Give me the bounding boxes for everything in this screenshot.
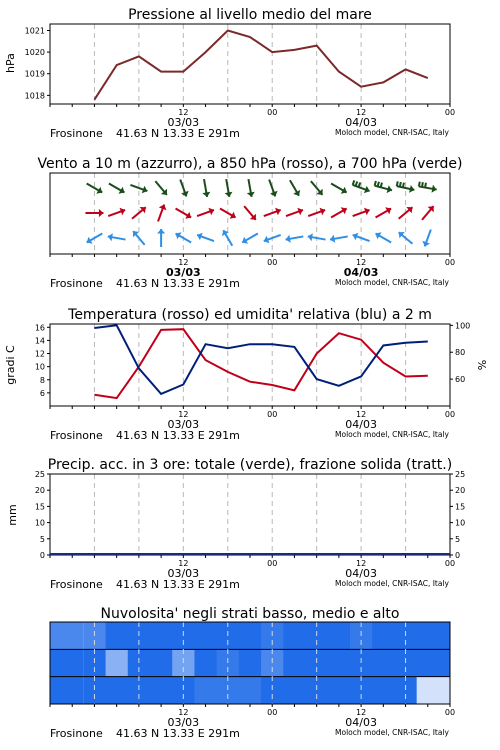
y-tick-label: 15 xyxy=(34,502,45,512)
wind-barb-green xyxy=(419,182,437,193)
hour-tick-label: 12 xyxy=(178,559,189,568)
barb-feather xyxy=(400,182,401,187)
model-credit: Moloch model, CNR-ISAC, Italy xyxy=(335,728,449,737)
cloud-cell-alto xyxy=(106,622,129,649)
wind-barb-lightblue xyxy=(87,234,103,244)
wind-barb-red xyxy=(399,207,413,219)
barb-feather xyxy=(425,183,426,188)
wind-barb-red xyxy=(108,208,125,216)
date-label: 04/03 xyxy=(345,418,377,431)
hour-tick-label: 12 xyxy=(178,258,189,267)
cloud-cell-alto xyxy=(417,622,440,649)
cloud-cell-alto xyxy=(150,622,173,649)
wind-panel xyxy=(37,156,462,290)
wind-barb-green xyxy=(247,179,255,197)
wind-barb-lightblue xyxy=(222,230,232,246)
hour-tick-label: 12 xyxy=(356,108,367,117)
wind-barb-green xyxy=(269,180,277,197)
hour-tick-label: 00 xyxy=(444,559,456,568)
y-tick-label-right: 5 xyxy=(455,534,461,544)
y-tick-label-right: 20 xyxy=(455,486,466,496)
cloud-cell-edge xyxy=(439,649,450,676)
barb-feather xyxy=(378,182,379,187)
barb-feather xyxy=(356,181,358,186)
y-tick-label: 1020 xyxy=(24,48,45,58)
cloud-panel xyxy=(50,606,455,740)
barb-head xyxy=(99,209,104,217)
y-tick-label-right: 60 xyxy=(455,375,466,385)
precip-ylabel: mm xyxy=(6,504,19,526)
hour-tick-label: 12 xyxy=(356,559,367,568)
station-name: Frosinone xyxy=(50,578,103,591)
date-label: 04/03 xyxy=(345,116,377,129)
wind-barb-green xyxy=(155,181,167,195)
station-coords: 41.63 N 13.33 E 291m xyxy=(116,127,240,140)
y-tick-label: 0 xyxy=(39,551,45,560)
wind-barb-green xyxy=(225,179,233,197)
date-label: 04/03 xyxy=(343,266,379,279)
y-tick-label-right: 0 xyxy=(455,551,461,560)
hour-tick-label: 00 xyxy=(267,708,278,717)
barb-head xyxy=(330,235,335,243)
cloud-cell-medio xyxy=(106,649,129,676)
humidity-ylabel: % xyxy=(476,359,489,371)
precip-bar xyxy=(416,553,440,554)
hour-tick-label: 00 xyxy=(444,410,456,419)
cloud-cell-medio xyxy=(194,649,217,676)
wind-barb-red xyxy=(132,207,146,219)
cloud-cell-medio xyxy=(239,649,262,676)
y-tick-label: 10 xyxy=(34,362,45,372)
y-tick-label: 14 xyxy=(34,336,45,346)
wind-barb-green xyxy=(109,184,125,194)
wind-title: Vento a 10 m (azzurro), a 850 hPa (rosso), a 700 hPa (verde) xyxy=(37,156,463,172)
y-tick-label-right: 100 xyxy=(455,321,471,331)
cloud-cell-medio xyxy=(328,649,351,676)
wind-barb-lightblue xyxy=(197,233,214,241)
cloud-cell-medio xyxy=(150,649,173,676)
hour-tick-label: 00 xyxy=(444,708,456,717)
date-label: 03/03 xyxy=(167,418,200,431)
station-name: Frosinone xyxy=(50,277,103,290)
wind-barb-lightblue xyxy=(108,233,126,241)
cloud-cell-edge xyxy=(50,677,83,704)
station-name: Frosinone xyxy=(50,127,103,140)
barb-feather xyxy=(359,183,361,188)
pressure-line xyxy=(94,31,427,100)
plot-frame xyxy=(50,474,450,555)
wind-barb-lightblue xyxy=(286,235,304,243)
model-credit: Moloch model, CNR-ISAC, Italy xyxy=(335,430,449,439)
cloud-cell-basso xyxy=(372,677,395,704)
y-tick-label: 20 xyxy=(34,486,45,496)
y-tick-label: 6 xyxy=(39,388,45,398)
cloud-title: Nuvolosita' negli strati basso, medio e alto xyxy=(100,606,400,622)
hour-tick-label: 00 xyxy=(444,258,456,267)
y-tick-label: 12 xyxy=(34,349,45,359)
y-tick-label: 1018 xyxy=(24,91,45,101)
wind-barb-green xyxy=(331,184,347,194)
station-coords: 41.63 N 13.33 E 291m xyxy=(116,277,240,290)
wind-barb-red xyxy=(158,205,166,222)
y-tick-label: 1021 xyxy=(24,26,45,36)
temperature-line xyxy=(94,329,427,398)
barb-feather xyxy=(419,182,420,187)
station-coords: 41.63 N 13.33 E 291m xyxy=(116,578,240,591)
barb-head xyxy=(157,229,165,234)
hour-tick-label: 00 xyxy=(267,559,278,568)
hour-tick-label: 12 xyxy=(356,258,367,267)
temperature-ylabel: gradi C xyxy=(4,345,17,385)
y-tick-label-right: 15 xyxy=(455,502,466,512)
date-label: 04/03 xyxy=(345,716,377,729)
precip-title: Precip. acc. in 3 ore: totale (verde), frazione solida (tratt.) xyxy=(47,457,453,473)
precip-bar xyxy=(194,553,218,554)
station-coords: 41.63 N 13.33 E 291m xyxy=(116,727,240,740)
cloud-cell-basso xyxy=(239,677,262,704)
pressure-ylabel: hPa xyxy=(4,53,17,73)
wind-barb-red xyxy=(376,207,392,217)
date-label: 04/03 xyxy=(345,567,377,580)
hour-tick-label: 12 xyxy=(356,410,367,419)
cloud-cell-edge xyxy=(50,649,83,676)
barb-feather xyxy=(397,181,398,186)
barb-head xyxy=(108,233,113,241)
wind-barb-red xyxy=(286,208,303,216)
y-tick-label-right: 80 xyxy=(455,348,466,358)
wind-barb-green xyxy=(202,179,210,197)
station-name: Frosinone xyxy=(50,429,103,442)
cloud-cell-alto xyxy=(239,622,262,649)
wind-barb-lightblue xyxy=(399,232,413,244)
barb-head xyxy=(202,192,210,197)
barb-head xyxy=(432,185,437,193)
wind-barb-green xyxy=(375,181,392,193)
pressure-title: Pressione al livello medio del mare xyxy=(128,7,372,23)
hour-tick-label: 00 xyxy=(267,258,278,267)
date-label: 03/03 xyxy=(167,116,200,129)
cloud-cell-alto xyxy=(372,622,395,649)
hour-tick-label: 00 xyxy=(267,108,278,117)
cloud-cell-edge xyxy=(439,677,450,704)
model-credit: Moloch model, CNR-ISAC, Italy xyxy=(335,579,449,588)
date-label: 03/03 xyxy=(167,567,200,580)
hour-tick-label: 12 xyxy=(178,708,189,717)
cloud-cell-basso xyxy=(194,677,217,704)
hour-tick-label: 00 xyxy=(444,108,456,117)
precip-panel xyxy=(6,457,465,591)
y-tick-label: 25 xyxy=(34,470,45,479)
wind-barb-red xyxy=(422,206,434,220)
hour-tick-label: 12 xyxy=(178,410,189,419)
model-credit: Moloch model, CNR-ISAC, Italy xyxy=(335,278,449,287)
date-label: 03/03 xyxy=(166,266,201,279)
barb-head xyxy=(225,192,233,197)
hour-tick-label: 12 xyxy=(356,708,367,717)
wind-barb-red xyxy=(197,208,214,216)
y-tick-label: 16 xyxy=(34,323,45,333)
y-tick-label: 10 xyxy=(34,518,45,528)
cloud-cell-basso xyxy=(106,677,129,704)
date-label: 03/03 xyxy=(167,716,200,729)
barb-feather xyxy=(375,181,376,186)
barb-feather xyxy=(381,183,382,188)
model-credit: Moloch model, CNR-ISAC, Italy xyxy=(335,128,449,137)
cloud-cell-alto xyxy=(283,622,306,649)
barb-feather xyxy=(353,180,355,185)
barb-feather xyxy=(403,183,404,188)
pressure-panel xyxy=(4,7,455,140)
barb-head xyxy=(308,233,313,241)
wind-barb-red xyxy=(331,207,347,217)
y-tick-label: 1019 xyxy=(24,69,45,79)
wind-barb-lightblue xyxy=(422,230,430,247)
y-tick-label: 5 xyxy=(39,534,45,544)
cloud-cell-edge xyxy=(50,622,83,649)
cloud-cell-alto xyxy=(194,622,217,649)
cloud-cell-edge xyxy=(439,622,450,649)
barb-feather xyxy=(422,182,423,187)
cloud-cell-alto xyxy=(328,622,351,649)
station-coords: 41.63 N 13.33 E 291m xyxy=(116,429,240,442)
barb-head xyxy=(247,192,255,197)
wind-barb-lightblue xyxy=(157,229,165,247)
cloud-cell-basso xyxy=(283,677,306,704)
hour-tick-label: 12 xyxy=(178,108,189,117)
barb-head xyxy=(286,235,291,243)
station-name: Frosinone xyxy=(50,727,103,740)
cloud-cell-medio xyxy=(283,649,306,676)
plot-frame xyxy=(50,324,450,406)
wind-barb-green xyxy=(180,180,188,197)
temperature-panel xyxy=(4,307,489,442)
wind-barb-lightblue xyxy=(376,232,392,242)
wind-barb-green xyxy=(290,180,300,196)
wind-barb-lightblue xyxy=(242,234,258,244)
temperature-title: Temperatura (rosso) ed umidita' relativa (blu) a 2 m xyxy=(68,307,432,323)
y-tick-label: 8 xyxy=(39,375,45,385)
y-tick-label-right: 10 xyxy=(455,518,466,528)
cloud-cell-medio xyxy=(372,649,395,676)
hour-tick-label: 00 xyxy=(267,410,278,419)
cloud-cell-medio xyxy=(417,649,440,676)
wind-barb-red xyxy=(244,206,256,220)
cloud-cell-basso xyxy=(328,677,351,704)
wind-barb-lightblue xyxy=(330,235,348,243)
cloud-cell-basso xyxy=(417,677,440,704)
cloud-cell-basso xyxy=(150,677,173,704)
wind-barb-lightblue xyxy=(133,231,145,245)
y-tick-label-right: 25 xyxy=(455,470,466,479)
